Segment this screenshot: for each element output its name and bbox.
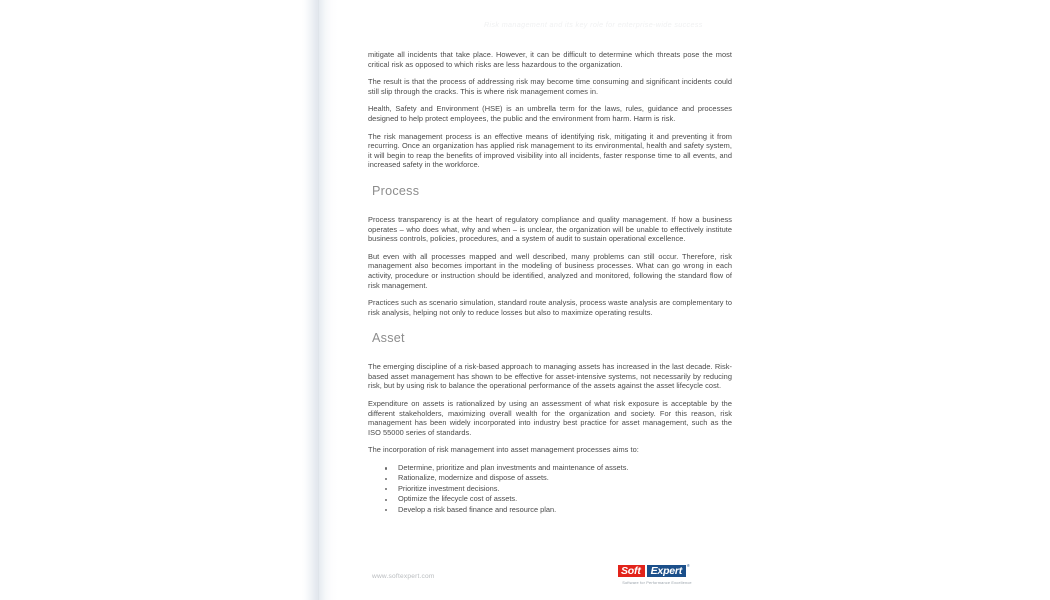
logo-word-expert — [646, 562, 690, 578]
logo-word-soft: Soft — [617, 564, 646, 578]
page-content — [368, 50, 732, 519]
page-edge-divider — [318, 0, 319, 600]
trademark-icon: ® — [686, 562, 690, 568]
section-heading-process: Process — [372, 183, 420, 198]
paragraph: The emerging discipline of a risk-based approach to managing assets has increased in the last decade. Risk-based asset management has shown to be effective for asset-intensive systems, not necessarily by reducing risk, but by using risk to balance the operational performance of the assets against the asset lifecycle cost. — [368, 362, 732, 391]
logo-tagline: Software for Performance Excellence — [622, 579, 692, 585]
section-heading-asset: Asset — [372, 331, 405, 346]
paragraph: Expenditure on assets is rationalized by using an assessment of what risk exposure is acceptable by the different stakeholders, maximizing overall wealth for the organization and society. For this reason, risk management has been widely incorporated into industry best practice for asset management, such as the ISO 55000 series of standards. — [368, 399, 732, 437]
paragraph: The result is that the process of addressing risk may become time consuming and significant incidents could still slip through the cracks. This is where risk management comes in. — [368, 77, 732, 96]
logo-expert-text: Expert — [650, 565, 683, 577]
paragraph: The incorporation of risk management into asset management processes aims to: — [368, 445, 639, 455]
running-header: Risk management and its key role for enterprise-wide success — [484, 20, 703, 29]
paragraph: But even with all processes mapped and well described, many problems can still occur. Therefore, risk management also becomes important in the modeling of business processes. What can go wrong in each activity, procedure or instruction should be identified, analyzed and monitored, following the standard flow of risk management. — [368, 251, 732, 290]
paragraph: Health, Safety and Environment (HSE) is an umbrella term for the laws, rules, guidance and processes designed to help protect employees, the public and the environment from harm. Harm is risk. — [368, 104, 732, 123]
list-item: Rationalize, modernize and dispose of assets. — [384, 473, 732, 483]
asset-aims-list — [368, 463, 732, 515]
paragraph: Process transparency is at the heart of regulatory compliance and quality management. If how a business operates – who does what, why and when – is unclear, the organization will be unable to effectively institute business controls, policies, procedures, and a system of audit to sustain operational excellence. — [368, 214, 732, 244]
logo-wordmark — [617, 564, 699, 578]
paragraph: The risk management process is an effective means of identifying risk, mitigating it and preventing it from recurring. Once an organization has applied risk management to its environmental, health and safety system, it will begin to reap the benefits of improved visibility into all incidents, faster response time to all events, and increased safety in the workforce. — [368, 131, 732, 170]
footer-website-url: www.softexpert.com — [372, 573, 435, 580]
page-spine-shadow — [302, 0, 338, 600]
list-item: Optimize the lifecycle cost of assets. — [384, 494, 732, 504]
softexpert-logo — [617, 564, 699, 586]
paragraph: mitigate all incidents that take place. However, it can be difficult to determine which threats pose the most critical risk as opposed to which risks are less hazardous to the organization. — [368, 50, 732, 69]
list-item: Develop a risk based finance and resource plan. — [384, 505, 732, 515]
list-item: Determine, prioritize and plan investments and maintenance of assets. — [384, 463, 732, 473]
list-item: Prioritize investment decisions. — [384, 484, 732, 494]
paragraph: Practices such as scenario simulation, standard route analysis, process waste analysis are complementary to risk analysis, helping not only to reduce losses but also to maximize operating results. — [368, 298, 732, 317]
document-page — [338, 0, 1050, 600]
